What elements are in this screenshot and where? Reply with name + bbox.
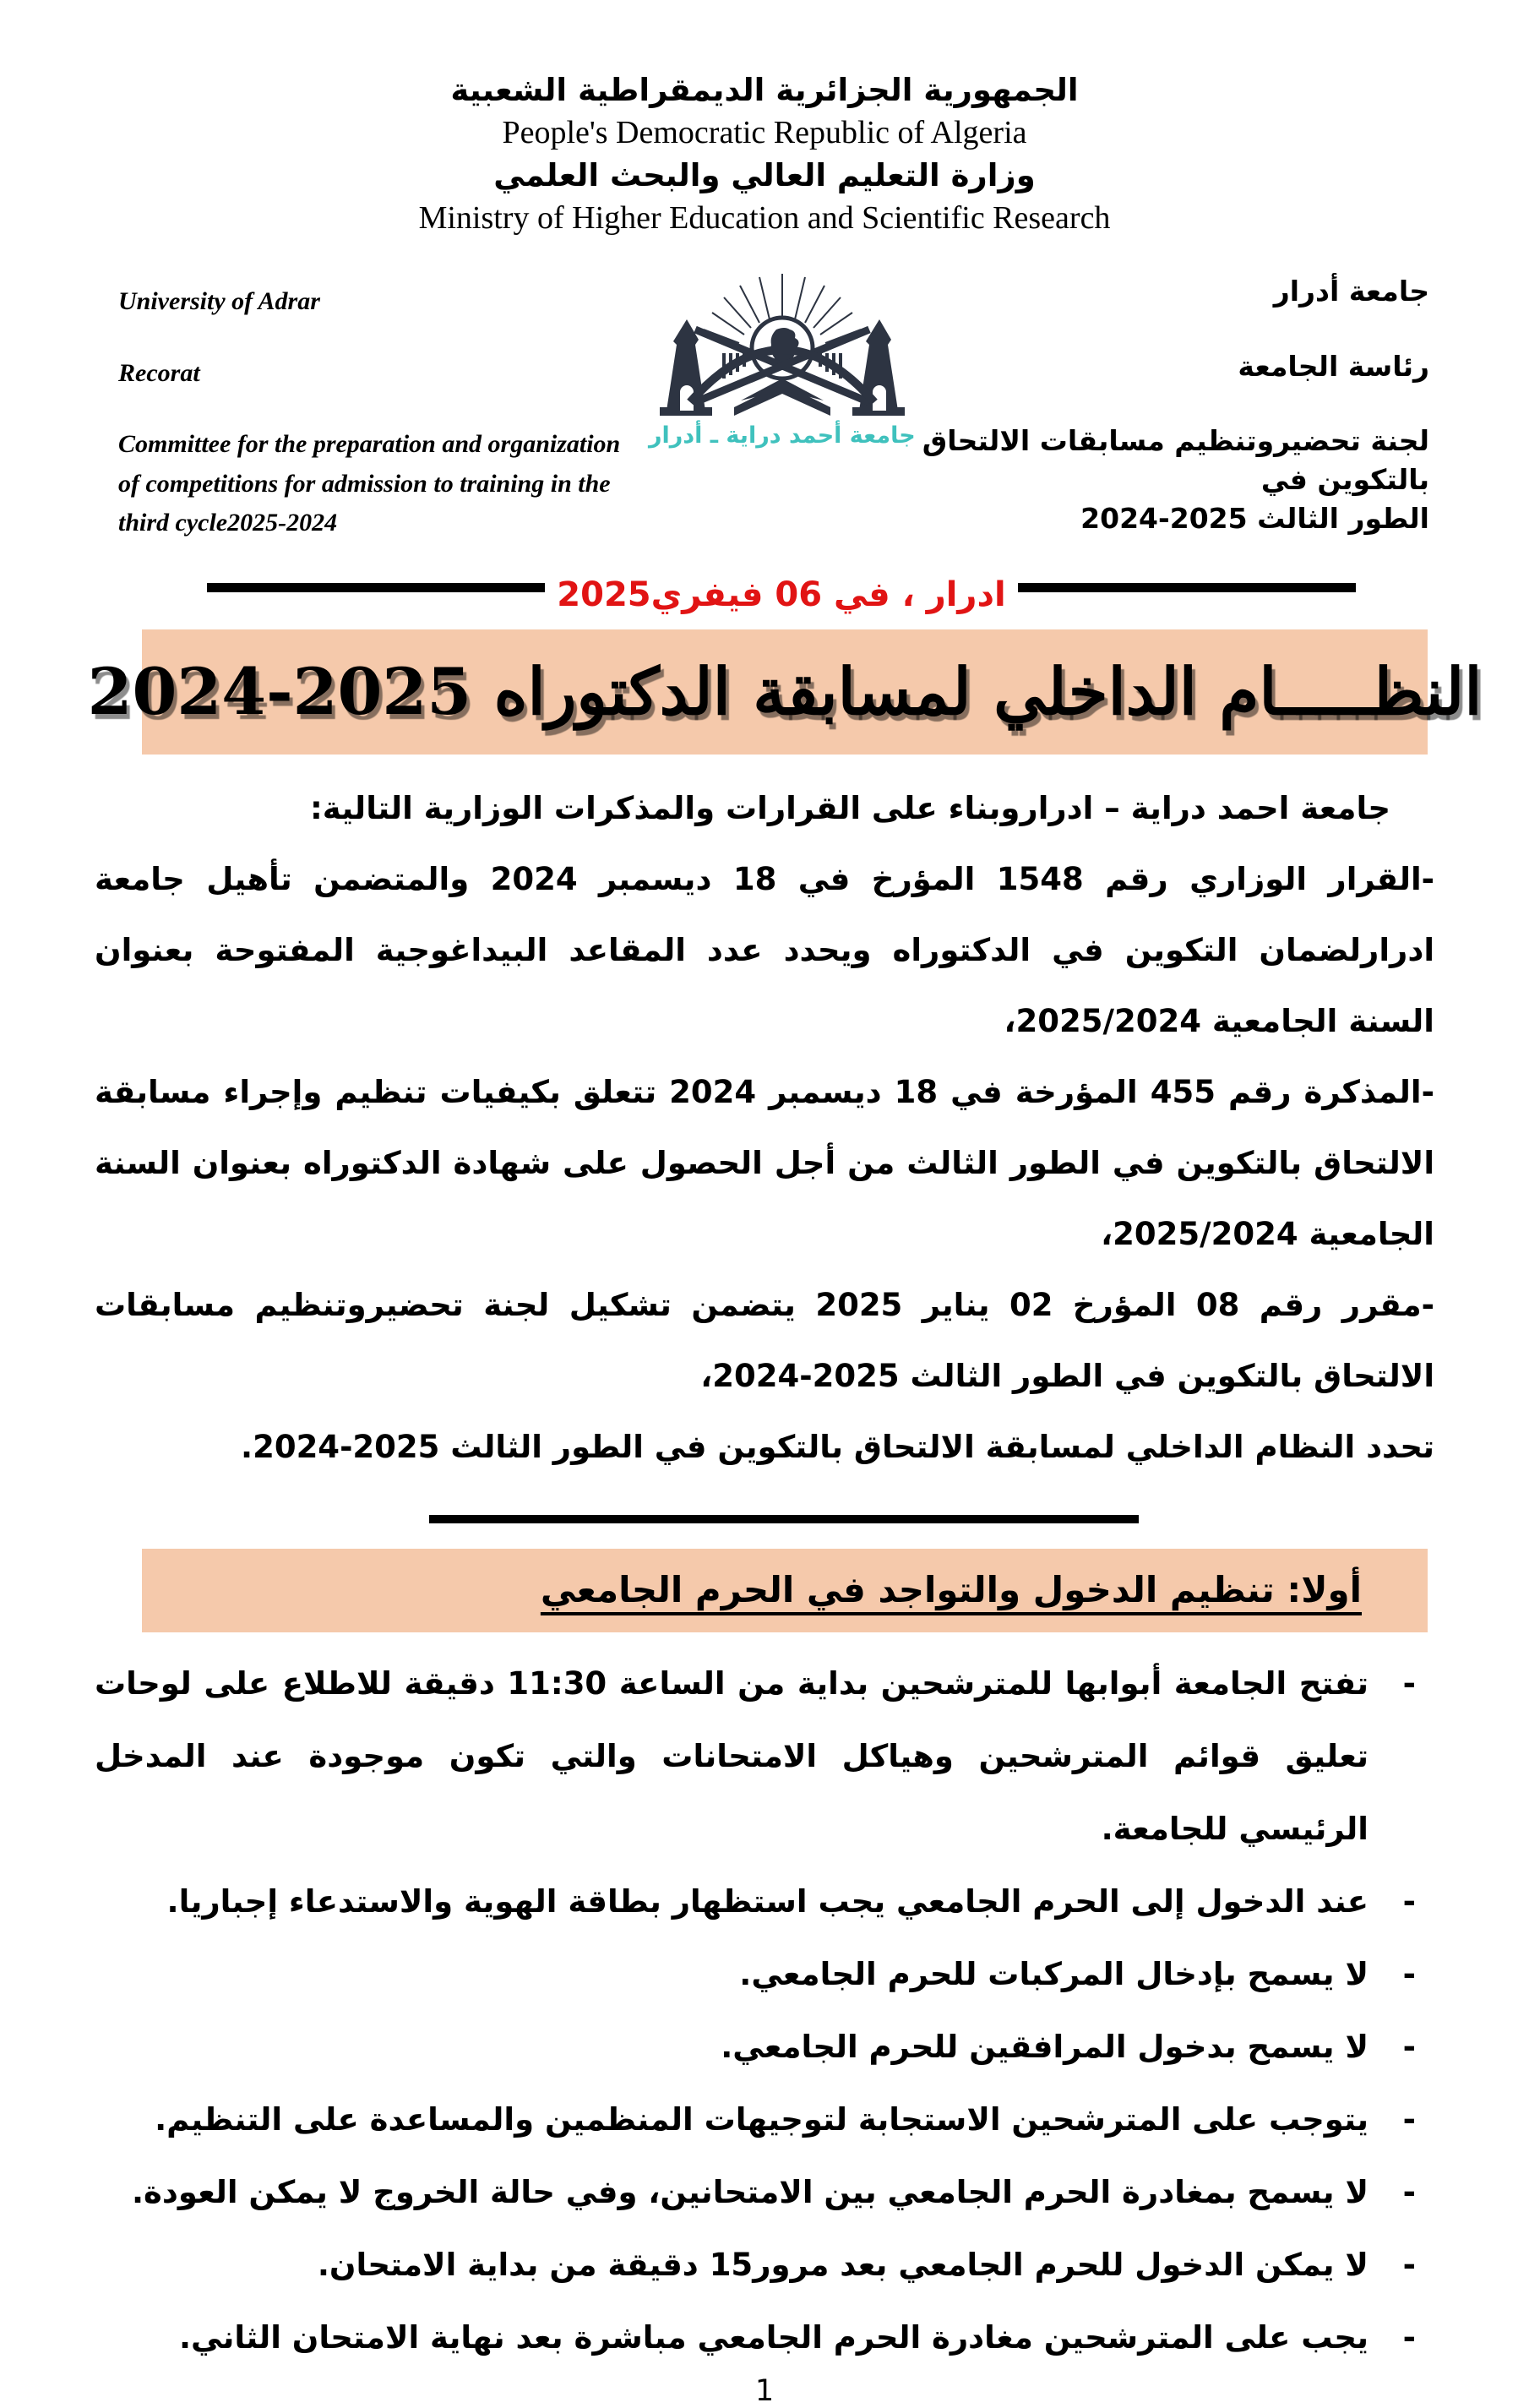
committee-arabic-line2: الطور الثالث 2025-2024	[1080, 502, 1429, 536]
reference-item: تحدد النظام الداخلي لمسابقة الالتحاق بالتكوين في الطور الثالث 2025-2024.	[241, 1428, 1434, 1465]
ministry-title-arabic: وزارة التعليم العالي والبحث العلمي	[493, 157, 1036, 194]
rectorate-arabic: رئاسة الجامعة	[1238, 349, 1429, 383]
university-name-arabic: جامعة أدرار	[1273, 275, 1429, 308]
legal-references	[95, 773, 1434, 1483]
org-block-english	[118, 267, 643, 543]
republic-title-english: People's Democratic Republic of Algeria	[502, 114, 1027, 150]
date-rule-right	[1018, 583, 1356, 592]
rectorate-english: Recorat	[118, 358, 200, 387]
university-logo-icon	[643, 267, 922, 424]
rule-item: - يتوجب على المترشحين الاستجابة لتوجيهات المنظمين والمساعدة على التنظيم.	[95, 2084, 1434, 2156]
rule-item: - لا يسمح بإدخال المركبات للحرم الجامعي.	[95, 1938, 1434, 2011]
rule-item: - يجب على المترشحين مغادرة الحرم الجامعي مباشرة بعد نهاية الامتحان الثاني.	[95, 2302, 1434, 2374]
reference-item: -مقرر رقم 08 المؤرخ 02 يناير 2025 يتضمن تشكيل لجنة تحضيروتنظيم مسابقات الالتحاق بالتكوين في الطور الثالث 2025-2024،	[95, 1286, 1434, 1394]
logo-caption-text: جامعة أحمد دراية ـ أدرار	[648, 422, 916, 449]
campus-access-rules-list	[95, 1648, 1434, 2374]
date-divider-row	[207, 569, 1356, 614]
committee-english: Committee for the preparation and organization of competitions for admission to training in the third cycle2025-2024	[118, 430, 621, 537]
rule-item: - عند الدخول إلى الحرم الجامعي يجب استظهار بطاقة الهوية والاستدعاء إجباريا.	[95, 1866, 1434, 1938]
organization-row	[118, 267, 1429, 543]
rule-item: - لا يسمح بمغادرة الحرم الجامعي بين الامتحانين، وفي حالة الخروج لا يمكن العودة.	[95, 2156, 1434, 2229]
open-book-icon	[734, 379, 830, 416]
republic-title-arabic: الجمهورية الجزائرية الديمقراطية الشعبية	[450, 72, 1079, 108]
university-logo-block	[643, 267, 922, 449]
intro-lead: جامعة احمد دراية – ادراروبناء على القرارات والمذكرات الوزارية التالية:	[309, 789, 1390, 826]
title-banner	[87, 629, 1483, 755]
university-name-english: University of Adrar	[118, 287, 320, 316]
rule-item: - لا يسمح بدخول المرافقين للحرم الجامعي.	[95, 2011, 1434, 2084]
national-header	[0, 0, 1529, 240]
committee-arabic-line1: لجنة تحضيروتنظيم مسابقات الالتحاق بالتكوين في	[922, 423, 1429, 497]
rule-item: - لا يمكن الدخول للحرم الجامعي بعد مرور15 دقيقة من بداية الامتحان.	[95, 2229, 1434, 2302]
section1-heading-band	[142, 1549, 1428, 1632]
section-divider-rule	[429, 1515, 1139, 1523]
section1-heading: أولا: تنظيم الدخول والتواجد في الحرم الجامعي	[540, 1568, 1362, 1610]
document-title: النظـــــام الداخلي لمسابقة الدكتوراه 2025-2024	[87, 654, 1483, 730]
reference-item: -المذكرة رقم 455 المؤرخة في 18 ديسمبر 2024 تتعلق بكيفيات تنظيم وإجراء مسابقة الالتحاق بالتكوين في الطور الثالث من أجل الحصول على شهادة الدكتوراه بعنوان السنة الجامعية 2025/2024،	[95, 1073, 1434, 1252]
rule-item: - تفتح الجامعة أبوابها للمترشحين بداية من الساعة 11:30 دقيقة للاطلاع على لوحات تعليق قوائم المترشحين وهياكل الامتحانات والتي تكون موجودة عند المدخل الرئيسي للجامعة.	[95, 1648, 1434, 1866]
reference-item: -القرار الوزاري رقم 1548 المؤرخ في 18 ديسمبر 2024 والمتضمن تأهيل جامعة ادرارلضمان التكوين في الدكتوراه ويحدد عدد المقاعد البيداغوجية المفتوحة بعنوان السنة الجامعية 2025/2024،	[95, 860, 1434, 1039]
place-date-text: ادرار ، في 06 فيفري2025	[557, 575, 1006, 614]
ministry-title-english: Ministry of Higher Education and Scientific Research	[418, 200, 1111, 237]
org-block-arabic	[922, 267, 1429, 538]
page-number: 1	[754, 2373, 775, 2408]
date-rule-left	[207, 583, 545, 592]
